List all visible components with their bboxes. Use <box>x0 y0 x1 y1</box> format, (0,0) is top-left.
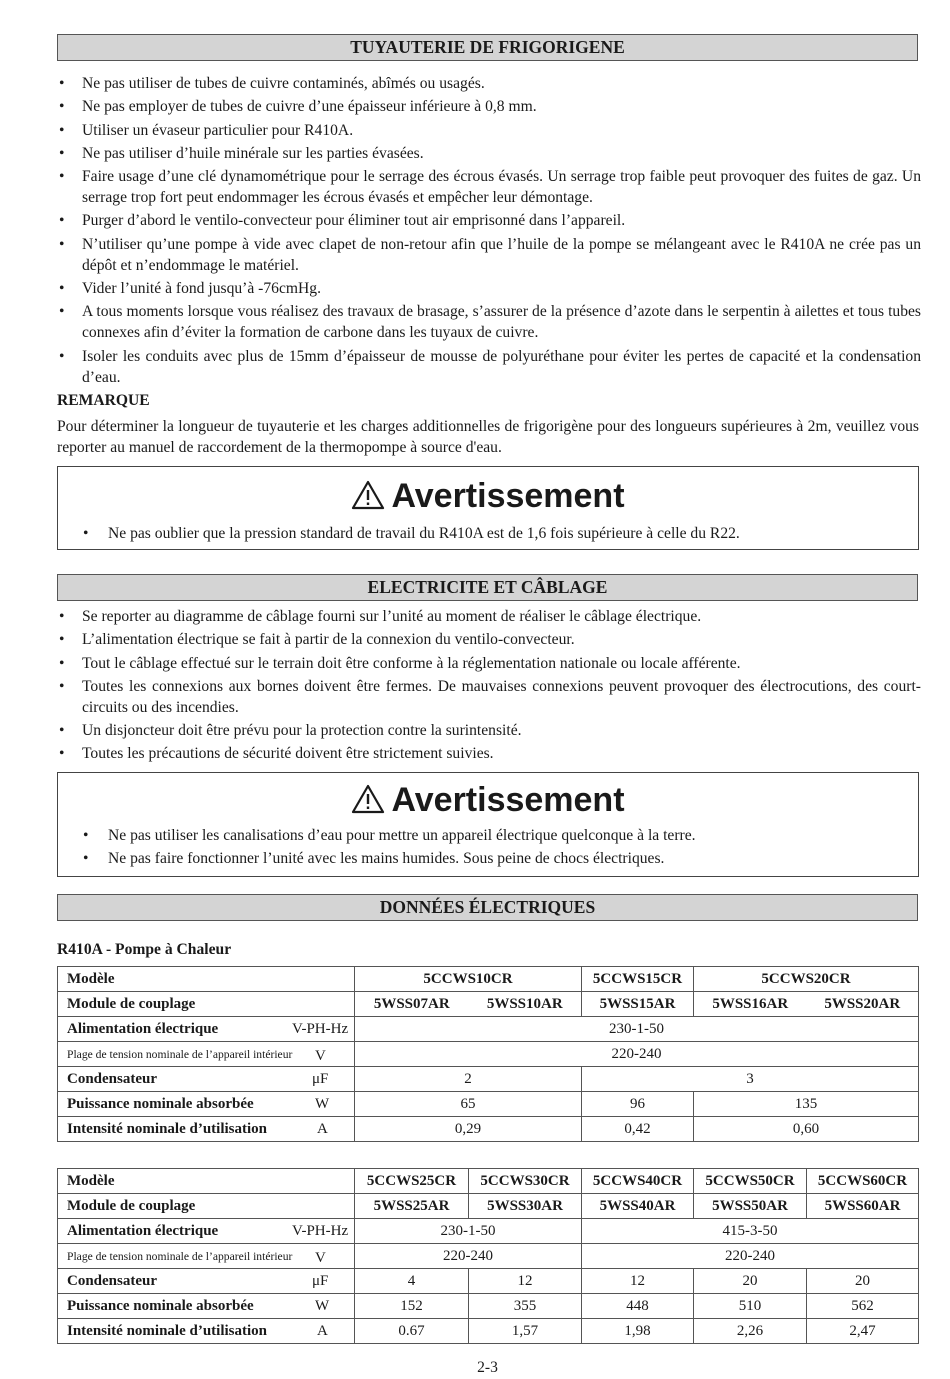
table-cell: 2,47 <box>807 1319 919 1344</box>
label-puissance <box>58 1092 355 1117</box>
warning-title: Avertissement <box>391 477 625 515</box>
electricite-bullet-list <box>57 606 921 767</box>
label-text: Intensité nominale d’utilisation <box>67 1322 268 1339</box>
label-modele: Modèle <box>58 967 355 992</box>
table-row <box>58 1194 919 1219</box>
table-cell: 2,26 <box>694 1319 807 1344</box>
table-row <box>58 967 919 992</box>
list-item: • Ne pas utiliser d’huile minérale sur les parties évasées. <box>57 143 921 164</box>
table-cell: 20 <box>694 1269 807 1294</box>
table-cell: 220-240 <box>582 1244 919 1269</box>
label-text: Alimentation électrique <box>67 1222 219 1239</box>
table-cell: 5WSS25AR <box>355 1194 469 1219</box>
table-cell: 5CCWS40CR <box>582 1169 694 1194</box>
warning-box-2 <box>57 772 919 877</box>
table-row <box>58 1294 919 1319</box>
table-cell: 5CCWS10CR <box>355 967 582 992</box>
table-row <box>58 1219 919 1244</box>
table-cell: 5WSS07AR <box>355 992 469 1017</box>
table-row <box>58 1117 919 1142</box>
table-cell: 5CCWS20CR <box>694 967 919 992</box>
table-cell: 5WSS50AR <box>694 1194 807 1219</box>
label-module: Module de couplage <box>58 992 355 1017</box>
electrical-data-table-1 <box>57 966 919 1142</box>
unit-text: W <box>315 1095 330 1112</box>
table-cell: 0.67 <box>355 1319 469 1344</box>
table-cell: 12 <box>469 1269 582 1294</box>
warning-triangle-icon <box>351 476 385 522</box>
table-row <box>58 1067 919 1092</box>
table-cell: 96 <box>582 1092 694 1117</box>
table-cell: 4 <box>355 1269 469 1294</box>
list-item: • Isoler les conduits avec plus de 15mm d’épaisseur de mousse de polyuréthane pour éviter les pertes de capacité et la condensation d’eau. <box>57 346 921 388</box>
unit-text: μF <box>312 1272 329 1289</box>
table-cell: 65 <box>355 1092 582 1117</box>
unit-text: W <box>315 1297 330 1314</box>
list-item: • N’utiliser qu’une pompe à vide avec clapet de non-retour afin que l’huile de la pompe se mélangeant avec le R410A ne crée pas un dépôt et n’endommage le matériel. <box>57 234 921 276</box>
table-cell: 415-3-50 <box>582 1219 919 1244</box>
table-cell: 5CCWS15CR <box>582 967 694 992</box>
table-cell: 135 <box>694 1092 919 1117</box>
list-item: • Ne pas oublier que la pression standard de travail du R410A est de 1,6 fois supérieure à celle du R22. <box>83 523 918 544</box>
table-row <box>58 1042 919 1067</box>
table-cell: 5WSS16AR <box>694 992 807 1017</box>
section-title-electricite: ELECTRICITE ET CÂBLAGE <box>57 574 918 601</box>
table-cell: 1,98 <box>582 1319 694 1344</box>
unit-text: V-PH-Hz <box>292 1020 349 1037</box>
table-cell: 1,57 <box>469 1319 582 1344</box>
unit-text: V <box>315 1249 326 1266</box>
section-title-donnees: DONNÉES ÉLECTRIQUES <box>57 894 918 921</box>
list-item: • Utiliser un évaseur particulier pour R410A. <box>57 120 921 141</box>
list-item: • Vider l’unité à fond jusqu’à -76cmHg. <box>57 278 921 299</box>
table-cell: 0,42 <box>582 1117 694 1142</box>
table-cell: 562 <box>807 1294 919 1319</box>
table-cell: 5WSS20AR <box>807 992 919 1017</box>
list-item: • Se reporter au diagramme de câblage fourni sur l’unité au moment de réaliser le câblage électrique. <box>57 606 921 627</box>
warning-box-1 <box>57 466 919 550</box>
table-cell: 0,60 <box>694 1117 919 1142</box>
unit-text: A <box>317 1120 328 1137</box>
label-plage <box>58 1042 355 1067</box>
label-condensateur <box>58 1269 355 1294</box>
table-cell: 5CCWS30CR <box>469 1169 582 1194</box>
table-cell: 448 <box>582 1294 694 1319</box>
warning-heading <box>58 473 918 519</box>
table-cell: 12 <box>582 1269 694 1294</box>
list-item: • Toutes les connexions aux bornes doivent être fermes. De mauvaises connexions peuvent provoquer des électrocutions, des court-circuits ou des incendies. <box>57 676 921 718</box>
unit-text: V <box>315 1047 326 1064</box>
list-item: • Tout le câblage effectué sur le terrain doit être conforme à la réglementation nationale ou locale afférente. <box>57 653 921 674</box>
table-row <box>58 1017 919 1042</box>
unit-text: A <box>317 1322 328 1339</box>
section-title-tuyauterie: TUYAUTERIE DE FRIGORIGENE <box>57 34 918 61</box>
table-row <box>58 1169 919 1194</box>
electrical-data-table-2 <box>57 1168 919 1344</box>
table-cell: 220-240 <box>355 1042 919 1067</box>
table-cell: 355 <box>469 1294 582 1319</box>
label-text: Plage de tension nominale de l’appareil intérieur <box>67 1047 293 1061</box>
table-cell: 0,29 <box>355 1117 582 1142</box>
label-text: Alimentation électrique <box>67 1020 219 1037</box>
label-modele: Modèle <box>58 1169 355 1194</box>
warning-triangle-icon <box>351 780 385 826</box>
table-row <box>58 1269 919 1294</box>
list-item: • A tous moments lorsque vous réalisez des travaux de brasage, s’assurer de la présence d’azote dans le serpentin à ailettes et tous tubes connexes afin d’éviter la formation de carbone dans les tuyaux de cuivre. <box>57 301 921 343</box>
label-text: Puissance nominale absorbée <box>67 1297 254 1314</box>
table-row <box>58 992 919 1017</box>
label-text: Condensateur <box>67 1070 158 1087</box>
label-puissance <box>58 1294 355 1319</box>
table-cell: 220-240 <box>355 1244 582 1269</box>
label-text: Condensateur <box>67 1272 158 1289</box>
remark-title: REMARQUE <box>57 392 150 409</box>
table-cell: 3 <box>582 1067 919 1092</box>
table-cell: 5CCWS50CR <box>694 1169 807 1194</box>
warning-title: Avertissement <box>391 781 625 819</box>
table-cell: 230-1-50 <box>355 1219 582 1244</box>
unit-text: μF <box>312 1070 329 1087</box>
table-subtitle: R410A - Pompe à Chaleur <box>57 941 232 958</box>
warning-bullet-list <box>58 523 918 544</box>
list-item: • Ne pas utiliser de tubes de cuivre contaminés, abîmés ou usagés. <box>57 73 921 94</box>
table-cell: 5WSS60AR <box>807 1194 919 1219</box>
table-cell: 152 <box>355 1294 469 1319</box>
list-item: • Ne pas employer de tubes de cuivre d’une épaisseur inférieure à 0,8 mm. <box>57 96 921 117</box>
unit-text: V-PH-Hz <box>292 1222 349 1239</box>
label-text: Puissance nominale absorbée <box>67 1095 254 1112</box>
table-cell: 5WSS15AR <box>582 992 694 1017</box>
tuyauterie-bullet-list <box>57 73 921 390</box>
list-item: • Un disjoncteur doit être prévu pour la protection contre la surintensité. <box>57 720 921 741</box>
label-text: Plage de tension nominale de l’appareil intérieur <box>67 1249 293 1263</box>
warning-heading <box>58 777 918 823</box>
list-item: • Ne pas utiliser les canalisations d’eau pour mettre un appareil électrique quelconque à la terre. <box>83 825 918 846</box>
warning-bullet-list <box>58 825 918 869</box>
table-cell: 510 <box>694 1294 807 1319</box>
list-item: • Purger d’abord le ventilo-convecteur pour éliminer tout air emprisonné dans l’appareil. <box>57 210 921 231</box>
list-item: • Faire usage d’une clé dynamométrique pour le serrage des écrous évasés. Un serrage trop faible peut provoquer des fuites de gaz. Un serrage trop fort peut endommager les écrous évasés et empêcher leur démontage. <box>57 166 921 208</box>
page-number: 2-3 <box>477 1359 498 1376</box>
table-row <box>58 1319 919 1344</box>
remark-text: Pour déterminer la longueur de tuyauterie et les charges additionnelles de frigorigène pour des longueurs supérieures à 2m, veuillez vous reporter au manuel de raccordement de la thermopompe à source d'eau. <box>57 418 919 456</box>
label-intensite <box>58 1117 355 1142</box>
table-cell: 5WSS40AR <box>582 1194 694 1219</box>
table-cell: 20 <box>807 1269 919 1294</box>
list-item: • Toutes les précautions de sécurité doivent être strictement suivies. <box>57 743 921 764</box>
label-alimentation <box>58 1017 355 1042</box>
table-cell: 5CCWS25CR <box>355 1169 469 1194</box>
label-module: Module de couplage <box>58 1194 355 1219</box>
table-row <box>58 1092 919 1117</box>
table-cell: 230-1-50 <box>355 1017 919 1042</box>
table-cell: 5CCWS60CR <box>807 1169 919 1194</box>
list-item: • Ne pas faire fonctionner l’unité avec les mains humides. Sous peine de chocs électriques. <box>83 848 918 869</box>
label-plage <box>58 1244 355 1269</box>
label-condensateur <box>58 1067 355 1092</box>
table-cell: 5WSS10AR <box>469 992 582 1017</box>
table-row <box>58 1244 919 1269</box>
table-cell: 2 <box>355 1067 582 1092</box>
label-text: Intensité nominale d’utilisation <box>67 1120 268 1137</box>
list-item: • L’alimentation électrique se fait à partir de la connexion du ventilo-convecteur. <box>57 629 921 650</box>
label-intensite <box>58 1319 355 1344</box>
table-cell: 5WSS30AR <box>469 1194 582 1219</box>
label-alimentation <box>58 1219 355 1244</box>
